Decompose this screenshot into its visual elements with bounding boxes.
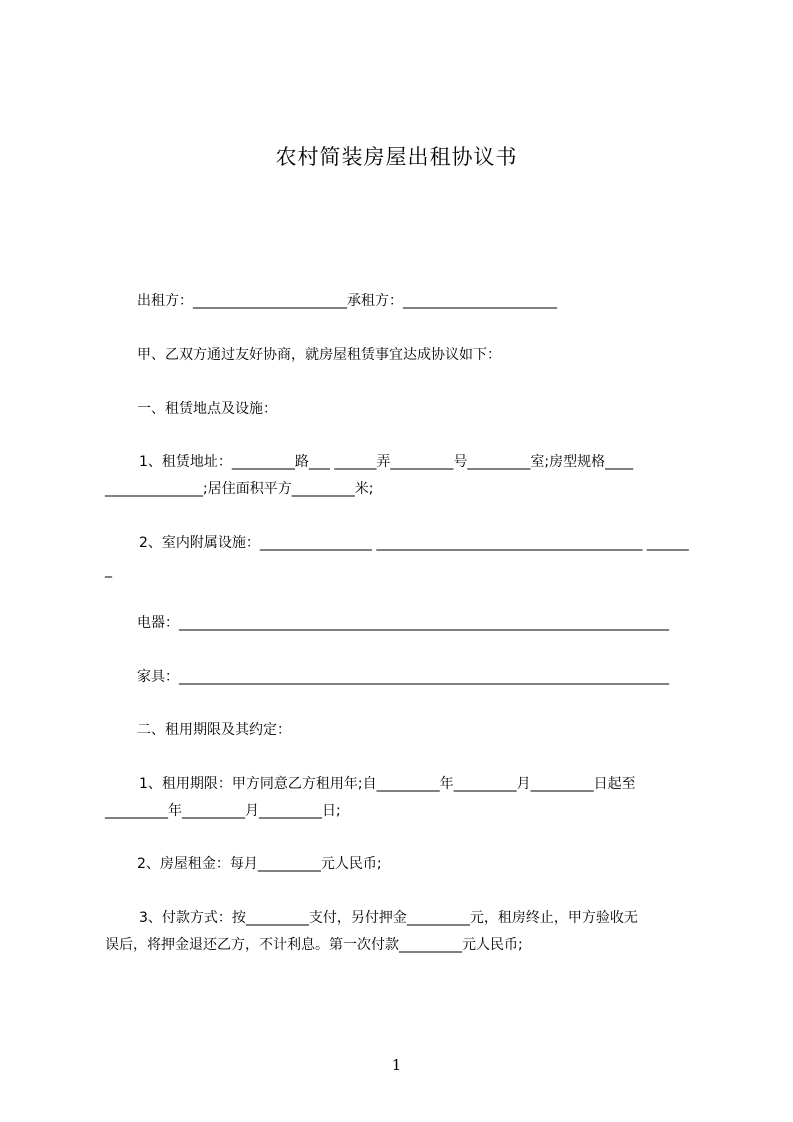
parties-line: 出租方：______________________承租方：______________________: [137, 293, 557, 309]
intro-paragraph: 甲、乙双方通过友好协商，就房屋租赁事宜达成协议如下：: [137, 347, 501, 363]
item-1-2-line-2: _: [105, 562, 112, 578]
item-2-1-line-1: 1、租用期限：甲方同意乙方租用年;自_________年_________月_________日起至: [139, 776, 636, 792]
item-2-3-line-1: 3、付款方式：按_________支付，另付押金_________元，租房终止，甲方验收无: [139, 910, 638, 926]
page-number: 1: [391, 1056, 402, 1074]
furniture-line: 家具：______________________________________________________________________: [137, 669, 669, 685]
item-1-1-line-1: 1、租赁地址：_________路___ ______弄_________号_________室;房型规格____: [139, 454, 634, 470]
item-2-3-line-2: 误后，将押金退还乙方，不计利息。第一次付款_________元人民币;: [105, 937, 523, 953]
item-1-2-line-1: 2、室内附属设施：________________ ______________________________________ ______: [139, 535, 689, 551]
document-title: 农村简装房屋出租协议书: [275, 145, 518, 169]
appliances-line: 电器：______________________________________________________________________: [137, 615, 669, 631]
item-2-2-line: 2、房屋租金：每月_________元人民币;: [137, 856, 382, 872]
section-1-heading: 一、租赁地点及设施：: [137, 401, 277, 417]
item-2-1-line-2: _________年_________月_________日;: [105, 803, 341, 819]
section-2-heading: 二、租用期限及其约定：: [137, 722, 291, 738]
item-1-1-line-2: ______________;居住面积平方_________米;: [105, 481, 374, 497]
